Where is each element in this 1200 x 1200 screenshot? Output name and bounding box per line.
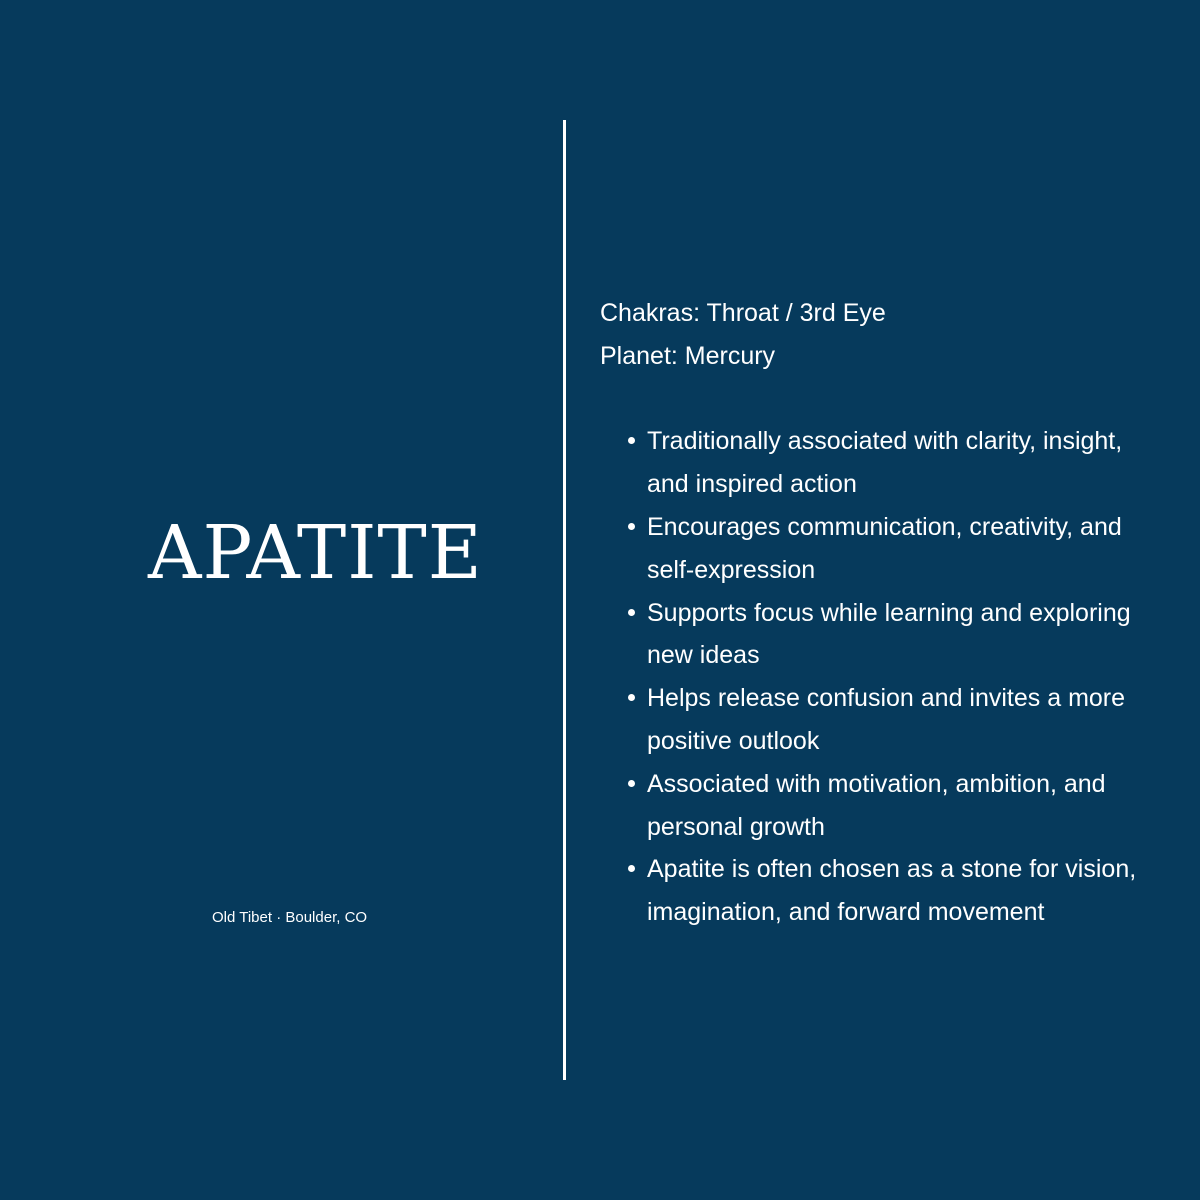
- list-item: [600, 592, 1167, 678]
- store-location: Old Tibet · Boulder, CO: [212, 909, 368, 926]
- bullet-dot-icon: [628, 609, 635, 616]
- list-item: [600, 677, 1167, 763]
- chakras-line: Chakras: Throat / 3rd Eye: [600, 299, 886, 327]
- list-item: [600, 763, 1167, 849]
- list-item: [600, 848, 1167, 934]
- planet-line: Planet: Mercury: [600, 341, 776, 370]
- list-item-text: Traditionally associated with clarity, insight, and inspired action: [647, 427, 1123, 499]
- properties-list: [600, 420, 1170, 934]
- list-item-text: Associated with motivation, ambition, and personal growth: [647, 769, 1106, 841]
- bullet-dot-icon: [628, 865, 635, 872]
- list-item: [600, 506, 1167, 592]
- bullet-dot-icon: [628, 437, 635, 444]
- info-spacer: [600, 378, 1170, 421]
- stone-title: APATITE: [148, 510, 483, 596]
- list-item-text: Apatite is often chosen as a stone for vision, imagination, and forward movement: [647, 855, 1137, 927]
- bullet-dot-icon: [628, 780, 635, 787]
- list-item-text: Helps release confusion and invites a more positive outlook: [647, 684, 1126, 755]
- vertical-divider: [563, 120, 566, 1080]
- list-item-text: Encourages communication, creativity, and self-expression: [647, 512, 1122, 584]
- stone-info: [600, 292, 1170, 934]
- bullet-dot-icon: [628, 523, 635, 530]
- list-item-text: Supports focus while learning and exploring new ideas: [647, 598, 1131, 670]
- list-item: [600, 420, 1167, 506]
- bullet-dot-icon: [628, 694, 635, 701]
